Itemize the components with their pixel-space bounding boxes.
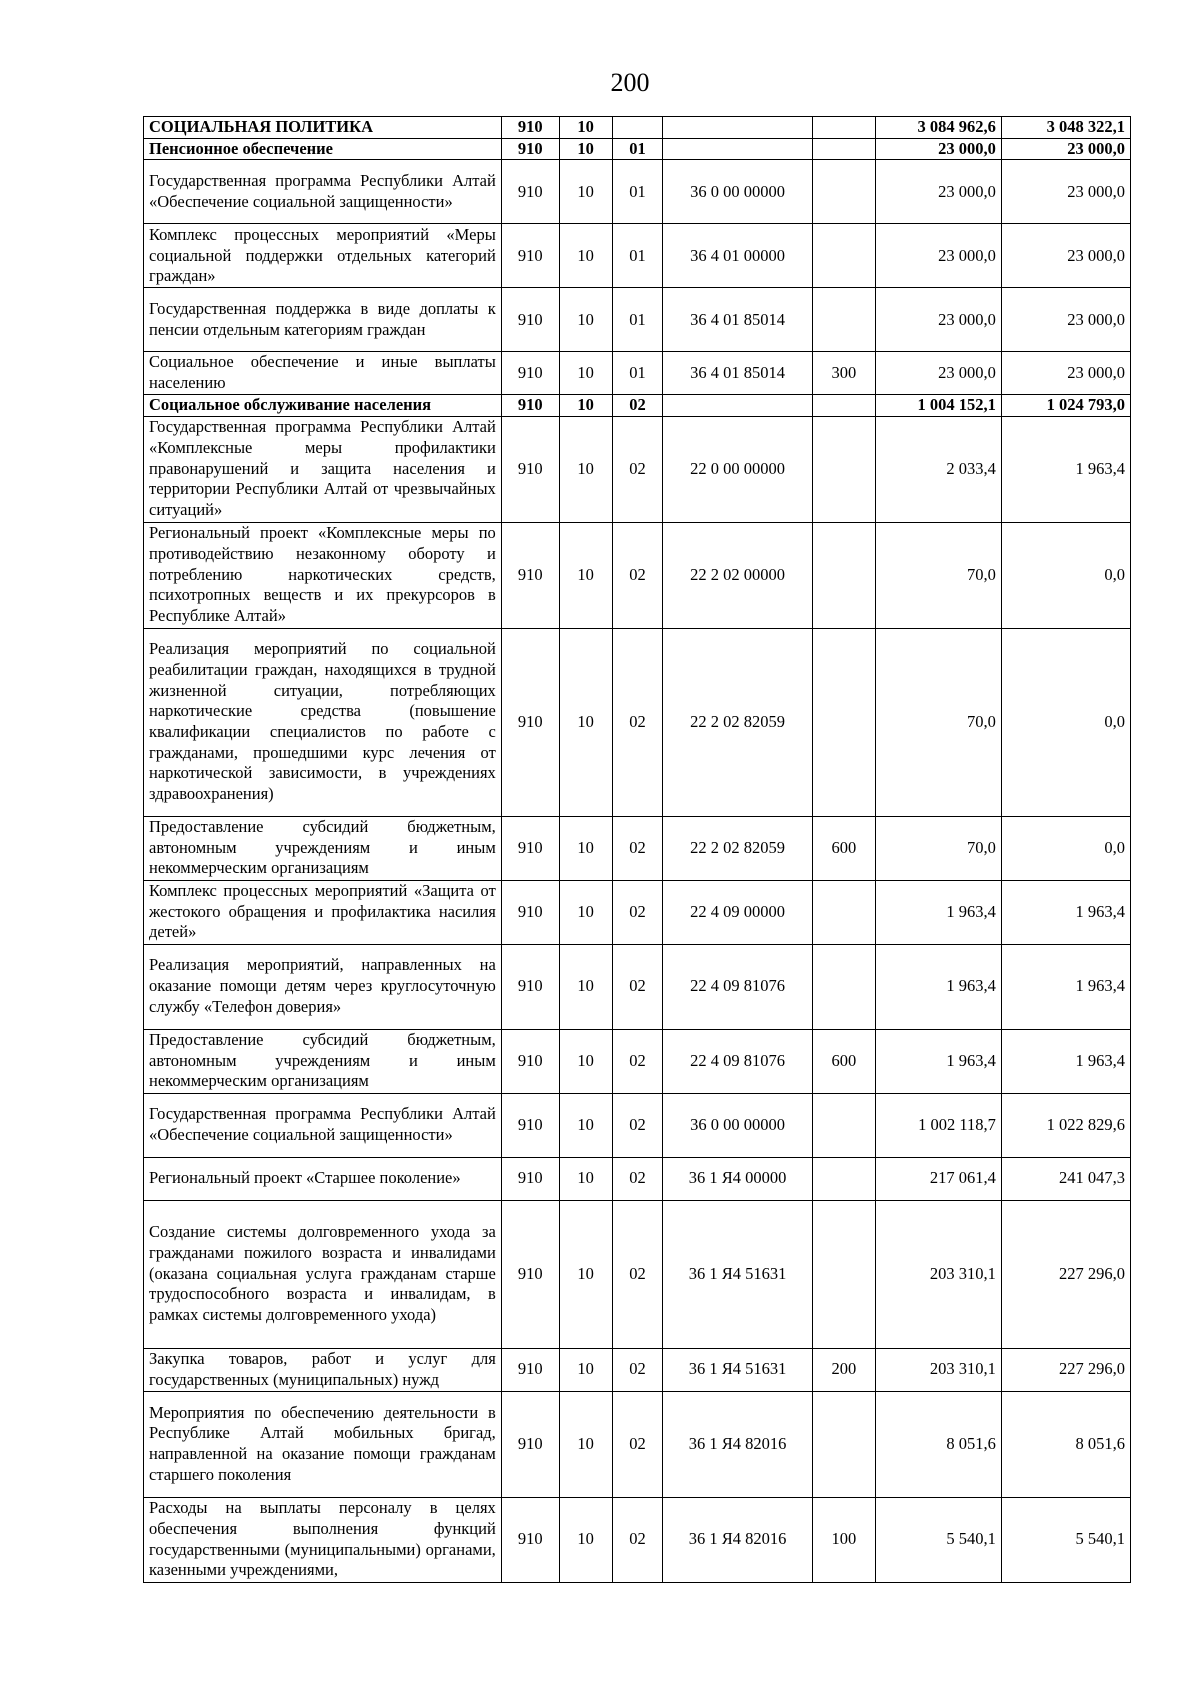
target-article-code: 22 2 02 82059 [663,816,812,880]
amount-year-2: 1 963,4 [1001,1029,1130,1093]
section-code: 10 [559,224,612,288]
target-article-code: 22 2 02 82059 [663,628,812,816]
subsection-code: 01 [612,160,663,224]
amount-year-1: 1 963,4 [875,944,1001,1029]
ministry-code: 910 [501,160,559,224]
ministry-code: 910 [501,1348,559,1391]
section-code: 10 [559,288,612,352]
section-code: 10 [559,1497,612,1582]
amount-year-2: 23 000,0 [1001,352,1130,394]
ministry-code: 910 [501,816,559,880]
target-article-code [663,394,812,416]
page-number: 200 [610,68,650,97]
expense-type-code [812,1157,875,1200]
amount-year-2: 0,0 [1001,628,1130,816]
ministry-code: 910 [501,1200,559,1348]
amount-year-1: 70,0 [875,816,1001,880]
target-article-code: 36 1 Я4 51631 [663,1200,812,1348]
target-article-code: 36 1 Я4 00000 [663,1157,812,1200]
section-code: 10 [559,1200,612,1348]
ministry-code: 910 [501,117,559,139]
row-name: Предоставление субсидий бюджетным, автономным учреждениям и иным некоммерческим организациям [144,1029,502,1093]
expense-type-code [812,1391,875,1497]
table-row [144,352,1131,394]
amount-year-1: 70,0 [875,628,1001,816]
expense-type-code [812,880,875,944]
expense-type-code [812,224,875,288]
amount-year-2: 23 000,0 [1001,160,1130,224]
ministry-code: 910 [501,394,559,416]
target-article-code: 36 4 01 00000 [663,224,812,288]
expense-type-code [812,522,875,628]
amount-year-1: 203 310,1 [875,1348,1001,1391]
amount-year-1: 203 310,1 [875,1200,1001,1348]
table-row [144,138,1131,160]
target-article-code [663,138,812,160]
amount-year-1: 70,0 [875,522,1001,628]
row-name: Пенсионное обеспечение [144,138,502,160]
amount-year-1: 23 000,0 [875,288,1001,352]
amount-year-2: 1 963,4 [1001,416,1130,522]
target-article-code: 22 0 00 00000 [663,416,812,522]
ministry-code: 910 [501,416,559,522]
section-code: 10 [559,880,612,944]
row-name: Реализация мероприятий, направленных на оказание помощи детям через круглосуточную службу «Телефон доверия» [144,944,502,1029]
ministry-code: 910 [501,1029,559,1093]
subsection-code: 02 [612,416,663,522]
budget-table [143,116,1131,1583]
row-name: Реализация мероприятий по социальной реабилитации граждан, находящихся в трудной жизненной ситуации, потребляющих наркотические средства (повышение квалификации специалистов по работе с гражданами, прошедшими курс лечения от наркотической зависимости, в учреждениях здравоохранения) [144,628,502,816]
amount-year-1: 23 000,0 [875,160,1001,224]
table-row [144,394,1131,416]
subsection-code: 02 [612,1029,663,1093]
subsection-code: 02 [612,1497,663,1582]
table-row [144,1029,1131,1093]
table-body [144,117,1131,1583]
target-article-code: 36 1 Я4 82016 [663,1391,812,1497]
row-name: Региональный проект «Комплексные меры по противодействию незаконному обороту и потреблению наркотических средств, психотропных веществ и их прекурсоров в Республике Алтай» [144,522,502,628]
expense-type-code [812,138,875,160]
amount-year-1: 23 000,0 [875,224,1001,288]
table-row [144,1157,1131,1200]
table-row [144,1093,1131,1157]
subsection-code: 01 [612,288,663,352]
ministry-code: 910 [501,628,559,816]
row-name: Социальное обслуживание населения [144,394,502,416]
amount-year-2: 241 047,3 [1001,1157,1130,1200]
subsection-code [612,117,663,139]
table-row [144,117,1131,139]
amount-year-1: 2 033,4 [875,416,1001,522]
amount-year-2: 8 051,6 [1001,1391,1130,1497]
table-row [144,880,1131,944]
table-row [144,160,1131,224]
section-code: 10 [559,1348,612,1391]
table-row [144,416,1131,522]
ministry-code: 910 [501,1391,559,1497]
amount-year-1: 5 540,1 [875,1497,1001,1582]
subsection-code: 02 [612,1200,663,1348]
table-row [144,1200,1131,1348]
row-name: СОЦИАЛЬНАЯ ПОЛИТИКА [144,117,502,139]
amount-year-2: 23 000,0 [1001,224,1130,288]
section-code: 10 [559,1093,612,1157]
subsection-code: 02 [612,880,663,944]
row-name: Государственная программа Республики Алтай «Комплексные меры профилактики правонарушений и защита населения и территории Республики Алтай от чрезвычайных ситуаций» [144,416,502,522]
row-name: Мероприятия по обеспечению деятельности в Республике Алтай мобильных бригад, направленной на оказание помощи гражданам старшего поколения [144,1391,502,1497]
expense-type-code [812,160,875,224]
subsection-code: 02 [612,816,663,880]
amount-year-2: 227 296,0 [1001,1200,1130,1348]
target-article-code [663,117,812,139]
amount-year-2: 227 296,0 [1001,1348,1130,1391]
ministry-code: 910 [501,138,559,160]
table-row [144,944,1131,1029]
subsection-code: 01 [612,224,663,288]
target-article-code: 36 4 01 85014 [663,288,812,352]
amount-year-2: 0,0 [1001,522,1130,628]
table-row [144,522,1131,628]
row-name: Государственная поддержка в виде доплаты к пенсии отдельным категориям граждан [144,288,502,352]
amount-year-1: 8 051,6 [875,1391,1001,1497]
row-name: Комплекс процессных мероприятий «Защита от жестокого обращения и профилактика насилия детей» [144,880,502,944]
section-code: 10 [559,416,612,522]
table-row [144,816,1131,880]
section-code: 10 [559,1029,612,1093]
table-row [144,628,1131,816]
amount-year-1: 3 084 962,6 [875,117,1001,139]
table-row [144,288,1131,352]
section-code: 10 [559,816,612,880]
amount-year-2: 1 024 793,0 [1001,394,1130,416]
expense-type-code [812,416,875,522]
row-name: Закупка товаров, работ и услуг для государственных (муниципальных) нужд [144,1348,502,1391]
section-code: 10 [559,160,612,224]
row-name: Расходы на выплаты персоналу в целях обеспечения выполнения функций государственными (муниципальными) органами, казенными учреждениями, [144,1497,502,1582]
expense-type-code: 600 [812,1029,875,1093]
amount-year-2: 1 963,4 [1001,944,1130,1029]
table-row [144,1391,1131,1497]
section-code: 10 [559,117,612,139]
target-article-code: 36 1 Я4 82016 [663,1497,812,1582]
row-name: Социальное обеспечение и иные выплаты населению [144,352,502,394]
section-code: 10 [559,522,612,628]
table-row [144,1348,1131,1391]
subsection-code: 02 [612,522,663,628]
amount-year-1: 1 963,4 [875,1029,1001,1093]
amount-year-2: 23 000,0 [1001,138,1130,160]
target-article-code: 36 0 00 00000 [663,1093,812,1157]
subsection-code: 01 [612,138,663,160]
row-name: Государственная программа Республики Алтай «Обеспечение социальной защищенности» [144,1093,502,1157]
expense-type-code: 100 [812,1497,875,1582]
ministry-code: 910 [501,1157,559,1200]
row-name: Государственная программа Республики Алтай «Обеспечение социальной защищенности» [144,160,502,224]
subsection-code: 02 [612,1157,663,1200]
ministry-code: 910 [501,522,559,628]
expense-type-code [812,394,875,416]
amount-year-1: 1 002 118,7 [875,1093,1001,1157]
target-article-code: 22 4 09 81076 [663,944,812,1029]
row-name: Предоставление субсидий бюджетным, автономным учреждениям и иным некоммерческим организациям [144,816,502,880]
subsection-code: 02 [612,394,663,416]
section-code: 10 [559,944,612,1029]
amount-year-2: 3 048 322,1 [1001,117,1130,139]
target-article-code: 22 4 09 00000 [663,880,812,944]
ministry-code: 910 [501,352,559,394]
expense-type-code: 600 [812,816,875,880]
amount-year-1: 1 963,4 [875,880,1001,944]
subsection-code: 01 [612,352,663,394]
subsection-code: 02 [612,1093,663,1157]
target-article-code: 36 4 01 85014 [663,352,812,394]
target-article-code: 22 2 02 00000 [663,522,812,628]
ministry-code: 910 [501,880,559,944]
amount-year-1: 23 000,0 [875,138,1001,160]
section-code: 10 [559,352,612,394]
row-name: Комплекс процессных мероприятий «Меры социальной поддержки отдельных категорий граждан» [144,224,502,288]
expense-type-code [812,1093,875,1157]
section-code: 10 [559,138,612,160]
expense-type-code [812,628,875,816]
amount-year-2: 0,0 [1001,816,1130,880]
ministry-code: 910 [501,944,559,1029]
section-code: 10 [559,628,612,816]
expense-type-code [812,1200,875,1348]
ministry-code: 910 [501,1497,559,1582]
amount-year-2: 1 963,4 [1001,880,1130,944]
target-article-code: 36 1 Я4 51631 [663,1348,812,1391]
row-name: Региональный проект «Старшее поколение» [144,1157,502,1200]
row-name: Создание системы долговременного ухода за гражданами пожилого возраста и инвалидами (оказана социальная услуга гражданам старше трудоспособного возраста и инвалидам, в рамках системы долговременного ухода) [144,1200,502,1348]
amount-year-2: 23 000,0 [1001,288,1130,352]
expense-type-code: 200 [812,1348,875,1391]
expense-type-code [812,117,875,139]
target-article-code: 22 4 09 81076 [663,1029,812,1093]
expense-type-code: 300 [812,352,875,394]
ministry-code: 910 [501,1093,559,1157]
ministry-code: 910 [501,288,559,352]
subsection-code: 02 [612,1391,663,1497]
expense-type-code [812,288,875,352]
amount-year-1: 23 000,0 [875,352,1001,394]
subsection-code: 02 [612,1348,663,1391]
table-row [144,224,1131,288]
expense-type-code [812,944,875,1029]
amount-year-2: 1 022 829,6 [1001,1093,1130,1157]
amount-year-2: 5 540,1 [1001,1497,1130,1582]
subsection-code: 02 [612,628,663,816]
amount-year-1: 217 061,4 [875,1157,1001,1200]
section-code: 10 [559,394,612,416]
section-code: 10 [559,1157,612,1200]
table-row [144,1497,1131,1582]
ministry-code: 910 [501,224,559,288]
section-code: 10 [559,1391,612,1497]
subsection-code: 02 [612,944,663,1029]
amount-year-1: 1 004 152,1 [875,394,1001,416]
target-article-code: 36 0 00 00000 [663,160,812,224]
